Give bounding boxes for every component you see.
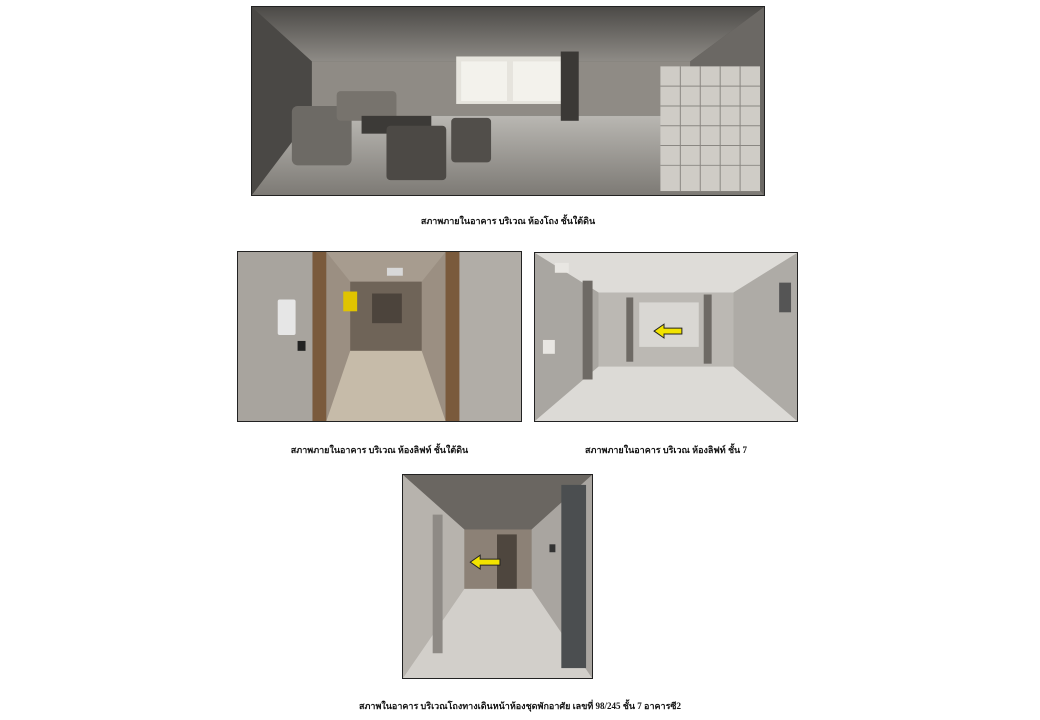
lift-floor7-photo <box>534 252 798 422</box>
lift-basement-image <box>238 252 521 421</box>
lift-floor7-caption: สภาพภายในอาคาร บริเวณ ห้องลิฟท์ ชั้น 7 <box>585 445 747 455</box>
corridor-caption: สภาพในอาคาร บริเวณโถงทางเดินหน้าห้องชุดพักอาศัย เลขที่ 98/245 ชั้น 7 อาคารซี2 <box>358 701 682 711</box>
lift-basement-caption: สภาพภายในอาคาร บริเวณ ห้องลิฟท์ ชั้นใต้ดิน <box>290 445 469 455</box>
lobby-photo <box>251 6 765 196</box>
corridor-image <box>403 475 592 678</box>
lobby-image <box>252 7 764 195</box>
lift-basement-photo <box>237 251 522 422</box>
lobby-caption: สภาพภายในอาคาร บริเวณ ห้องโถง ชั้นใต้ดิน <box>420 216 596 226</box>
lift-floor7-image <box>535 253 797 421</box>
corridor-photo <box>402 474 593 679</box>
